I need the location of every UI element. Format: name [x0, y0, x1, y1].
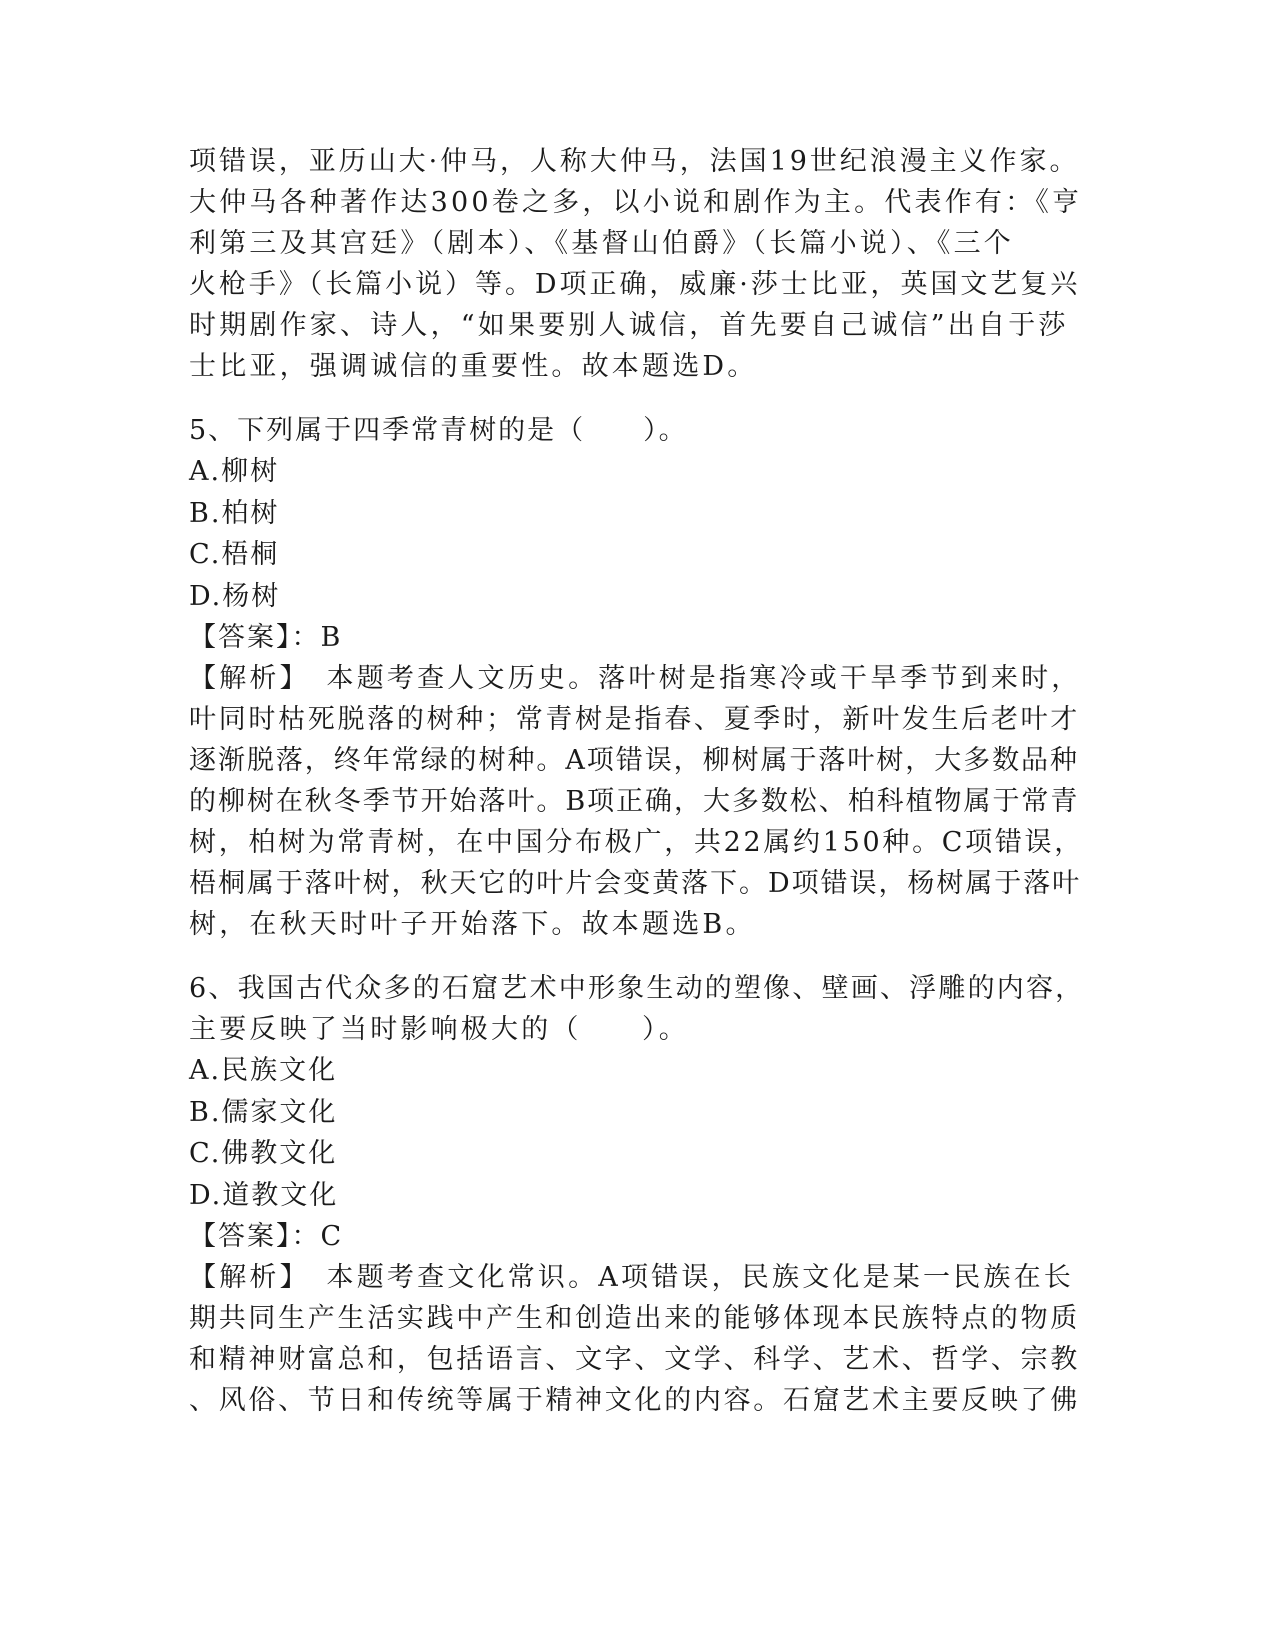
q6-answer: 【答案】：C	[189, 1221, 344, 1252]
intro-line: 项错误，亚历山大·仲马，人称大仲马，法国19世纪浪漫主义作家。	[189, 146, 1080, 177]
q5-option-a: A.柳树	[189, 456, 280, 487]
q6-analysis-line: 期共同生产生活实践中产生和创造出来的能够体现本民族特点的物质	[189, 1303, 1080, 1334]
q5-analysis-line: 梧桐属于落叶树，秋天它的叶片会变黄落下。D项错误，杨树属于落叶	[189, 868, 1082, 899]
q6-option-c: C.佛教文化	[189, 1138, 338, 1169]
q6-analysis-line: 【解析】 本题考查文化常识。A项错误，民族文化是某一民族在长	[189, 1262, 1074, 1293]
q5-analysis-line: 逐渐脱落，终年常绿的树种。A项错误，柳树属于落叶树，大多数品种	[189, 745, 1079, 776]
q5-option-b: B.柏树	[189, 498, 280, 529]
q5-analysis-line: 【解析】 本题考查人文历史。落叶树是指寒冷或干旱季节到来时，	[189, 663, 1082, 694]
q5-answer: 【答案】：B	[189, 622, 343, 653]
q6-analysis-line: 、风俗、节日和传统等属于精神文化的内容。石窟艺术主要反映了佛	[189, 1385, 1080, 1416]
q5-analysis-line: 的柳树在秋冬季节开始落叶。B项正确，大多数松、柏科植物属于常青	[189, 786, 1080, 817]
q6-question: 6、我国古代众多的石窟艺术中形象生动的塑像、壁画、浮雕的内容，	[189, 973, 1085, 1004]
q5-question: 5、下列属于四季常青树的是（ ）。	[189, 415, 688, 446]
q6-option-a: A.民族文化	[189, 1055, 338, 1086]
q5-option-d: D.杨树	[189, 581, 281, 612]
intro-line: 时期剧作家、诗人，“如果要别人诚信，首先要自己诚信”出自于莎	[189, 310, 1069, 341]
q6-option-b: B.儒家文化	[189, 1097, 338, 1128]
intro-line: 火枪手》（长篇小说）等。D项正确，威廉·莎士比亚，英国文艺复兴	[189, 269, 1081, 300]
q5-analysis-line: 树，在秋天时叶子开始落下。故本题选B。	[189, 909, 756, 940]
q5-analysis-line: 叶同时枯死脱落的树种；常青树是指春、夏季时，新叶发生后老叶才	[189, 704, 1080, 735]
q6-question: 主要反映了当时影响极大的（ ）。	[189, 1014, 689, 1045]
intro-line: 士比亚，强调诚信的重要性。故本题选D。	[189, 351, 758, 382]
intro-line: 利第三及其宫廷》（剧本）、《基督山伯爵》（长篇小说）、《三个	[189, 228, 1014, 259]
intro-line: 大仲马各种著作达300卷之多，以小说和剧作为主。代表作有：《亨	[189, 187, 1083, 218]
q5-option-c: C.梧桐	[189, 539, 280, 570]
q6-analysis-line: 和精神财富总和，包括语言、文字、文学、科学、艺术、哲学、宗教	[189, 1344, 1080, 1375]
q5-analysis-line: 树，柏树为常青树，在中国分布极广，共22属约150种。C项错误，	[189, 827, 1084, 858]
q6-option-d: D.道教文化	[189, 1180, 339, 1211]
